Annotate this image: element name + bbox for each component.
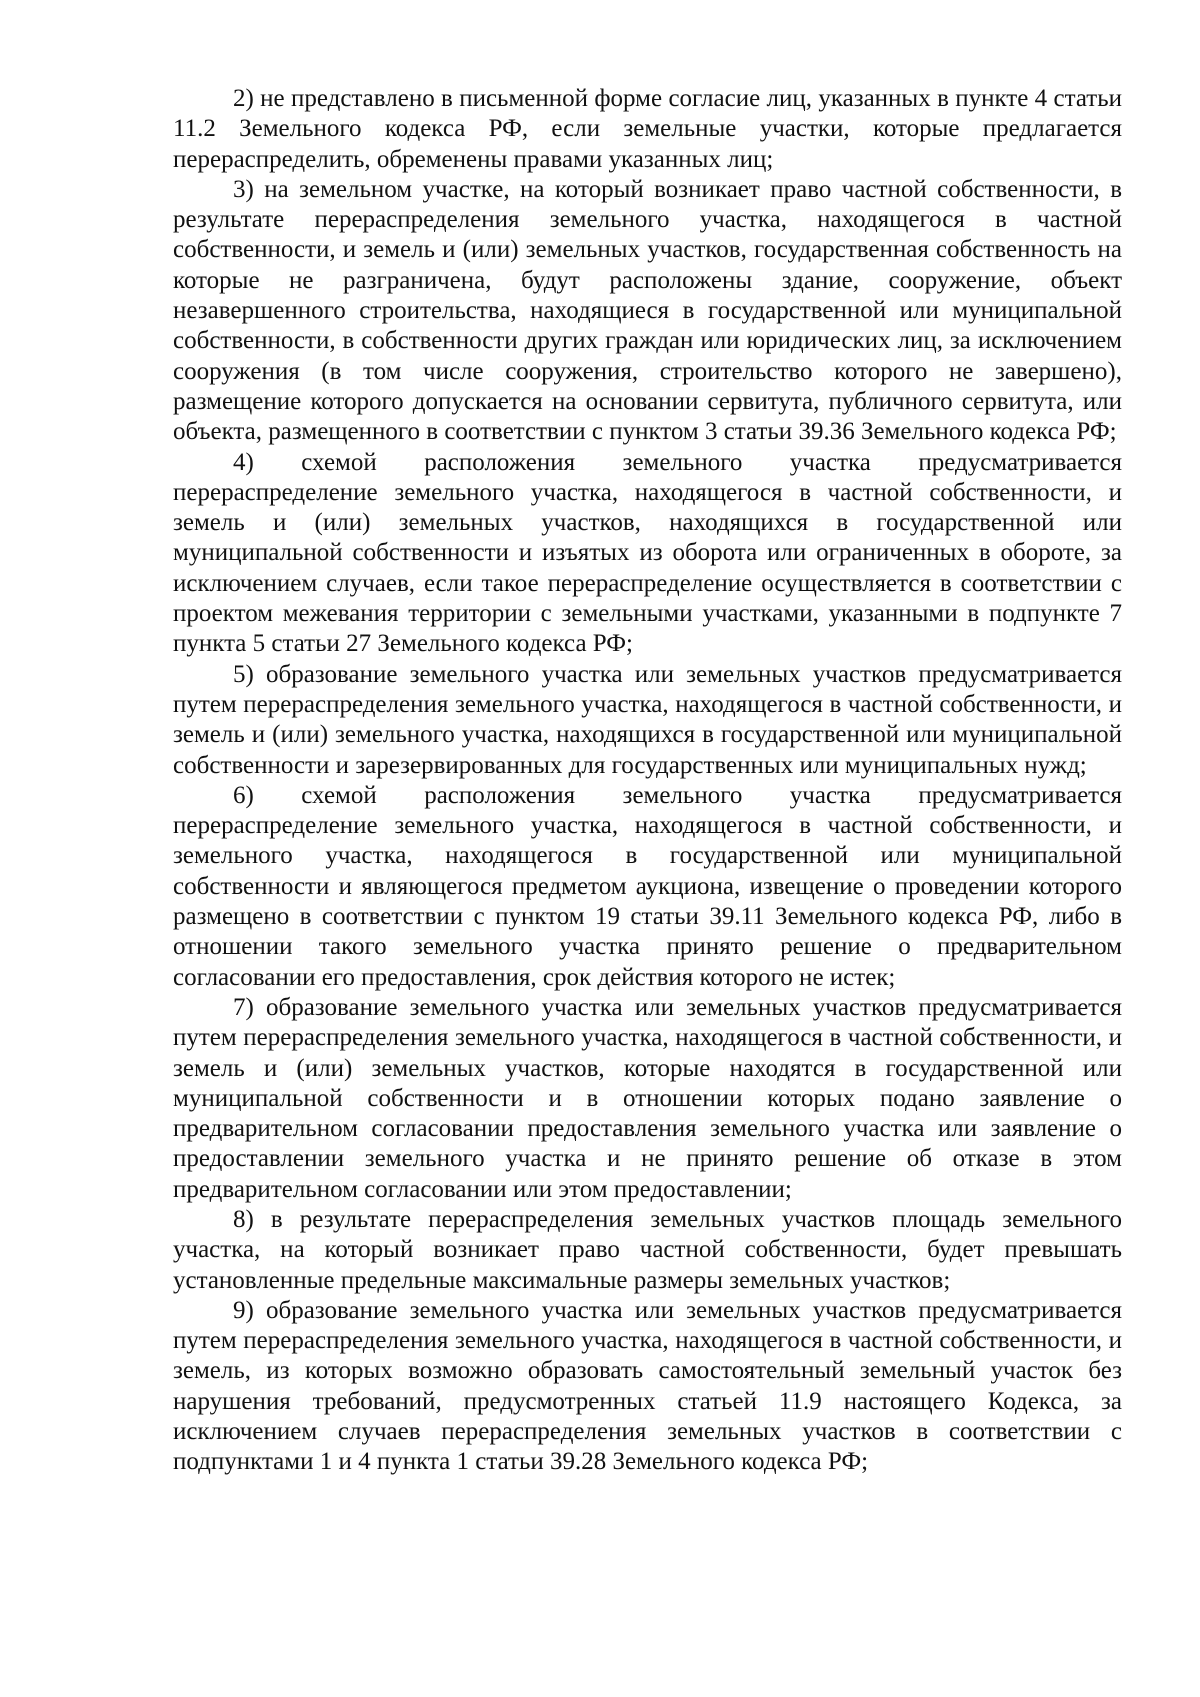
document-body	[173, 84, 1122, 1478]
paragraph-item-2: 2) не представлено в письменной форме согласие лиц, указанных в пункте 4 статьи 11.2 Земельного кодекса РФ, если земельные участки, которые предлагается перераспределить, обременены правами указанных лиц;	[173, 85, 1122, 173]
paragraph-item-5: 5) образование земельного участка или земельных участков предусматривается путем перераспределения земельного участка, находящегося в частной собственности, и земель и (или) земельного участка, находящихся в государственной или муниципальной собственности и зарезервированных для государственных или муниципальных нужд;	[173, 660, 1122, 779]
paragraph-item-4: 4) схемой расположения земельного участка предусматривается перераспределение земельного участка, находящегося в частной собственности, и земель и (или) земельных участков, находящихся в государственной или муниципальной собственности и изъятых из оборота или ограниченных в обороте, за исключением случаев, если такое перераспределение осуществляется в соответствии с проектом межевания территории с земельными участками, указанными в подпункте 7 пункта 5 статьи 27 Земельного кодекса РФ;	[173, 448, 1122, 658]
paragraph-item-6: 6) схемой расположения земельного участка предусматривается перераспределение земельного участка, находящегося в частной собственности, и земельного участка, находящегося в государственной или муниципальной собственности и являющегося предметом аукциона, извещение о проведении которого размещено в соответствии с пунктом 19 статьи 39.11 Земельного кодекса РФ, либо в отношении такого земельного участка принято решение о предварительном согласовании его предоставления, срок действия которого не истек;	[173, 781, 1122, 991]
paragraph-item-3: 3) на земельном участке, на который возникает право частной собственности, в результате перераспределения земельного участка, находящегося в частной собственности, и земель и (или) земельных участков, государственная собственность на которые не разграничена, будут расположены здание, сооружение, объект незавершенного строительства, находящиеся в государственной или муниципальной собственности, в собственности других граждан или юридических лиц, за исключением сооружения (в том числе сооружения, строительство которого не завершено), размещение которого допускается на основании сервитута, публичного сервитута, или объекта, размещенного в соответствии с пунктом 3 статьи 39.36 Земельного кодекса РФ;	[173, 175, 1122, 446]
paragraph-item-7: 7) образование земельного участка или земельных участков предусматривается путем перераспределения земельного участка, находящегося в частной собственности, и земель и (или) земельных участков, которые находятся в государственной или муниципальной собственности и в отношении которых подано заявление о предварительном согласовании предоставления земельного участка или заявление о предоставлении земельного участка и не принято решение об отказе в этом предварительном согласовании или этом предоставлении;	[173, 993, 1122, 1203]
paragraph-item-9: 9) образование земельного участка или земельных участков предусматривается путем перераспределения земельного участка, находящегося в частной собственности, и земель, из которых возможно образовать самостоятельный земельный участок без нарушения требований, предусмотренных статьей 11.9 настоящего Кодекса, за исключением случаев перераспределения земельных участков в соответствии с подпунктами 1 и 4 пункта 1 статьи 39.28 Земельного кодекса РФ;	[173, 1296, 1122, 1476]
paragraph-item-8: 8) в результате перераспределения земельных участков площадь земельного участка, на который возникает право частной собственности, будет превышать установленные предельные максимальные размеры земельных участков;	[173, 1205, 1122, 1294]
